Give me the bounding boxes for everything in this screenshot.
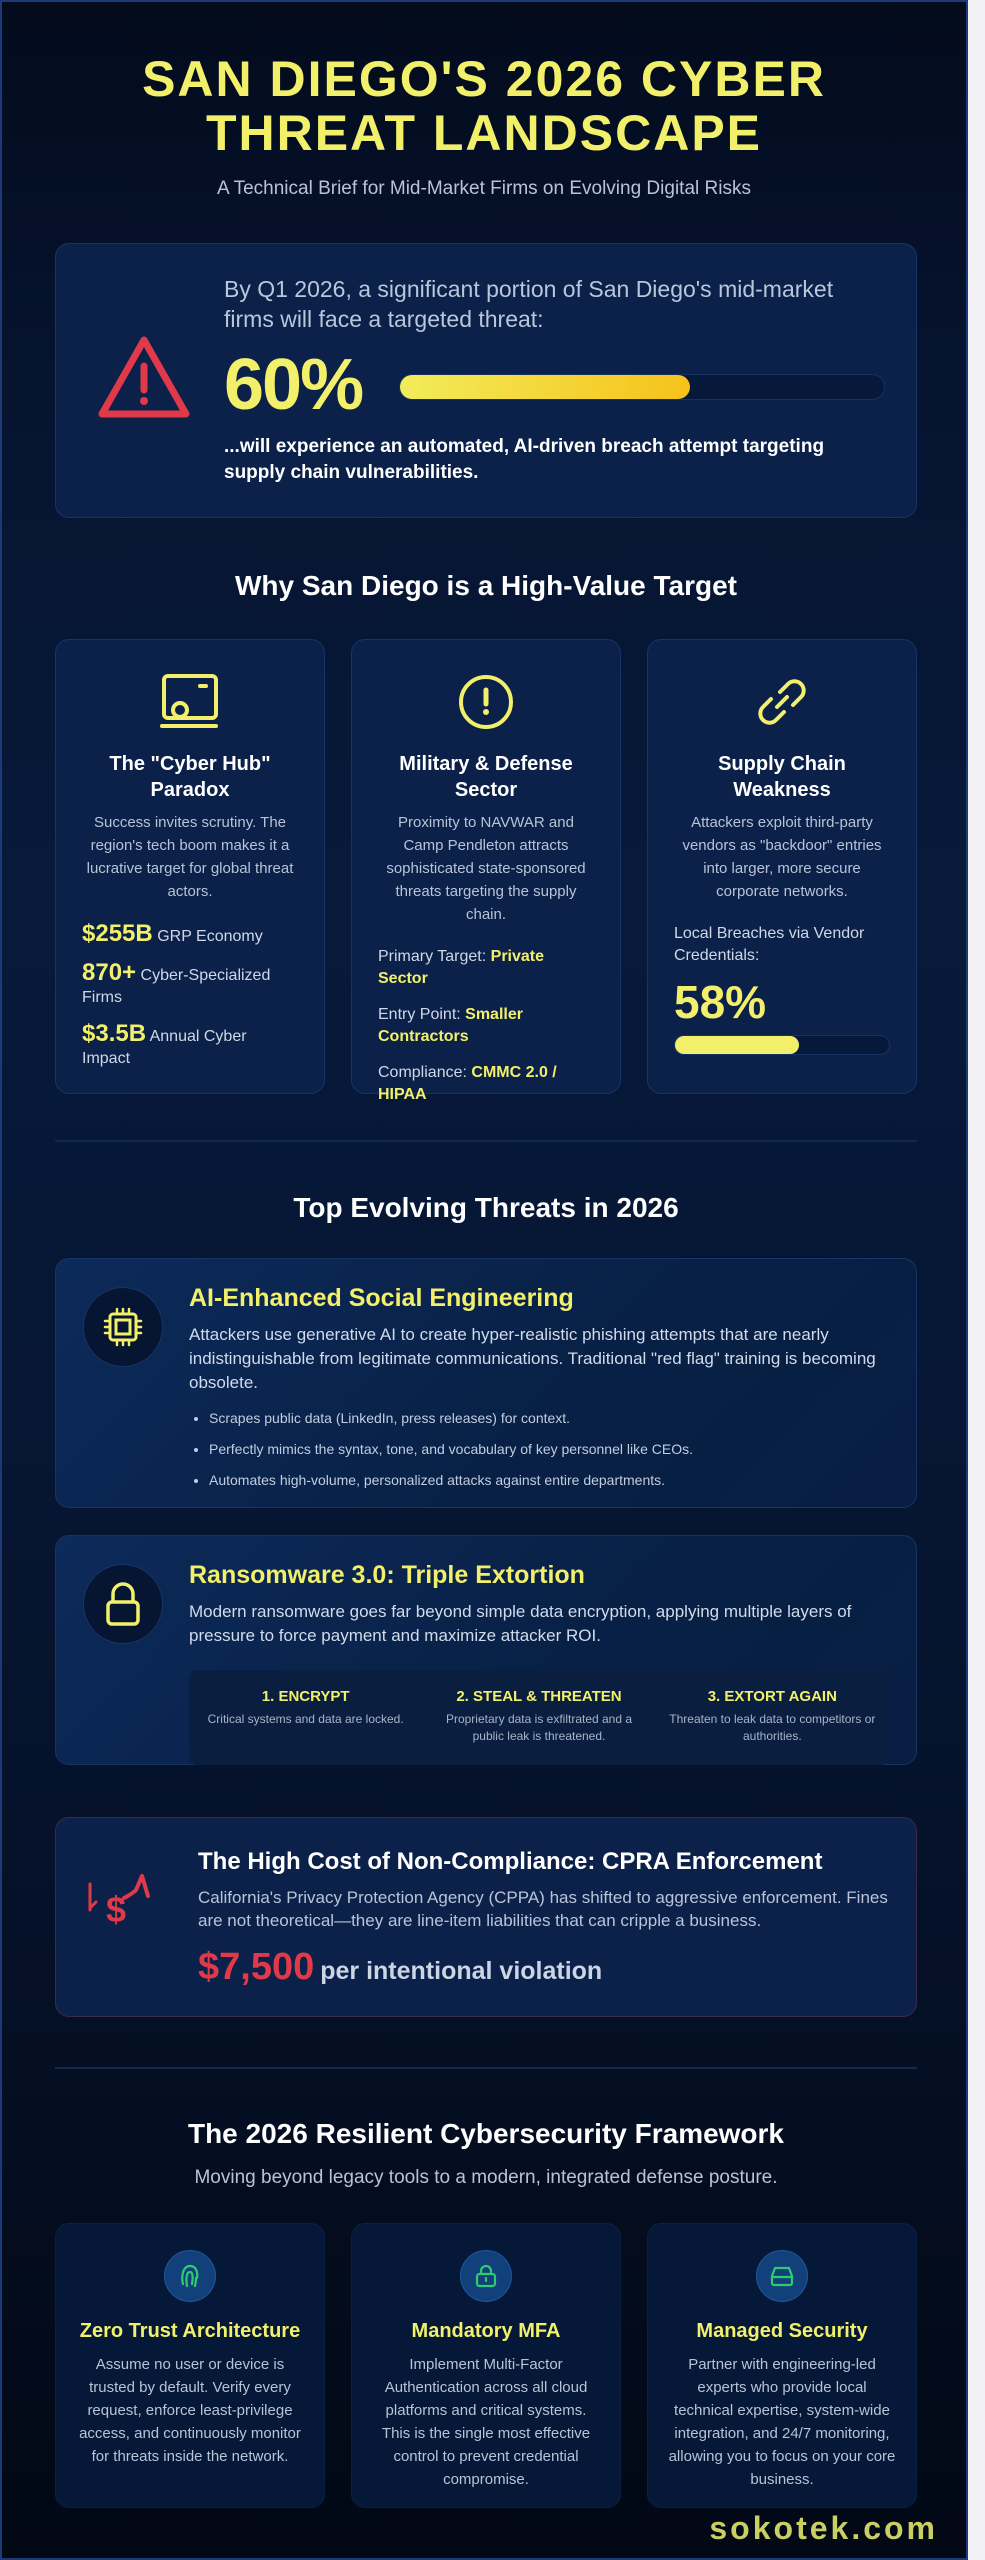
stat-list <box>82 920 298 1070</box>
hero-footer-text: ...will experience an automated, AI-driven breach attempt targeting supply chain vulnerabilities. <box>224 436 825 483</box>
fact-value: Smaller Contractors <box>378 1006 523 1045</box>
why-card-supply-chain <box>647 639 917 1094</box>
framework-card-managed-security <box>647 2223 917 2508</box>
chain-link-icon <box>750 670 814 734</box>
section-divider <box>55 2067 917 2069</box>
laptop-user-icon <box>158 670 222 734</box>
threat-icon-circle <box>83 1564 163 1644</box>
fact-entry-point <box>378 1004 594 1048</box>
stat-impact <box>82 1020 298 1070</box>
metric-label: Local Breaches via Vendor Credentials: <box>674 925 865 964</box>
stat-value: $3.5B <box>82 1020 147 1047</box>
stat-value: $255B <box>82 920 153 947</box>
fact-key: Primary Target: <box>378 948 487 965</box>
hero-progress-fill <box>400 375 690 399</box>
step-encrypt <box>189 1688 422 1745</box>
inbox-tray-icon <box>769 2264 795 2288</box>
fine-amount-row <box>198 1946 898 1989</box>
title-line-2: THREAT LANDSCAPE <box>205 105 763 161</box>
fw-icon-circle <box>164 2250 216 2302</box>
hero-progress-bar <box>399 374 885 400</box>
threat-desc: Modern ransomware goes far beyond simple data encryption, applying multiple layers of pressure to force payment and maximize attacker ROI. <box>189 1602 852 1645</box>
threat-body <box>189 1284 889 1502</box>
threat-icon-circle <box>83 1287 163 1367</box>
step-steal-threaten <box>422 1688 655 1745</box>
title-line-1: SAN DIEGO'S 2026 CYBER <box>142 51 826 107</box>
framework-card-desc: Assume no user or device is trusted by default. Verify every request, enforce least-privilege access, and continuously monitor for threats inside the network. <box>79 2356 301 2465</box>
framework-card-title: Zero Trust Architecture <box>79 2320 301 2342</box>
framework-cards <box>55 2223 917 2508</box>
fw-icon-circle <box>460 2250 512 2302</box>
why-card-desc: Proximity to NAVWAR and Camp Pendleton attracts sophisticated state-sponsored threats targeting the supply chain. <box>386 814 586 923</box>
fact-value: Private Sector <box>378 948 545 987</box>
cost-title: The High Cost of Non-Compliance: CPRA Enforcement <box>198 1848 823 1875</box>
metric-value: 58% <box>674 976 767 1028</box>
why-card-military <box>351 639 621 1103</box>
lock-icon <box>474 2263 498 2289</box>
why-card-title: Military & Defense Sector <box>399 753 573 801</box>
stat-grp <box>82 920 298 948</box>
why-card-desc: Attackers exploit third-party vendors as "backdoor" entries into larger, more secure corporate networks. <box>682 814 882 900</box>
framework-subtitle: Moving beyond legacy tools to a modern, integrated defense posture. <box>194 2167 778 2188</box>
header <box>2 2 966 200</box>
stat-firms <box>82 959 298 1009</box>
cost-desc: California's Privacy Protection Agency (CPPA) has shifted to aggressive enforcement. Fines are not theoretical—they are line-item liabilities that can cripple a business. <box>198 1888 888 1930</box>
framework-card-title: Mandatory MFA <box>411 2320 561 2342</box>
hero-lead-text: By Q1 2026, a significant portion of San Diego's mid-market firms will face a targeted threat: <box>224 276 834 332</box>
brand-watermark: sokotek.com <box>709 2510 938 2546</box>
framework-card-desc: Partner with engineering-led experts who provide local technical expertise, system-wide integration, and 24/7 monitoring, allowing you to focus on your core business. <box>668 2356 896 2488</box>
cost-body <box>198 1848 898 1989</box>
threat-title: AI-Enhanced Social Engineering <box>189 1284 574 1312</box>
framework-card-zero-trust <box>55 2223 325 2508</box>
step-title: 1. ENCRYPT <box>261 1688 350 1705</box>
list-item: • Scrapes public data (LinkedIn, press releases) for context. <box>209 1409 889 1427</box>
extortion-steps <box>189 1670 889 1765</box>
compliance-cost-card <box>55 1817 917 2017</box>
step-title: 3. EXTORT AGAIN <box>707 1688 837 1705</box>
threat-desc: Attackers use generative AI to create hyper-realistic phishing attempts that are nearly indistinguishable from legitimate communications. Traditional "red flag" training is becoming obsolete. <box>189 1325 876 1392</box>
why-card-cyber-hub <box>55 639 325 1094</box>
step-desc: Threaten to leak data to competitors or authorities. <box>669 1712 876 1743</box>
framework-card-title: Managed Security <box>696 2320 868 2342</box>
why-card-title: The "Cyber Hub" Paradox <box>109 753 271 801</box>
threat-bullet-list <box>189 1409 889 1489</box>
fw-icon-circle <box>756 2250 808 2302</box>
padlock-icon <box>101 1580 145 1628</box>
threat-body <box>189 1561 889 1765</box>
fact-primary-target <box>378 946 594 990</box>
warning-triangle-icon <box>96 334 192 420</box>
page-subtitle: A Technical Brief for Mid-Market Firms on Evolving Digital Risks <box>217 178 751 199</box>
stat-value: 870+ <box>82 959 137 986</box>
list-item: • Automates high-volume, personalized attacks against entire departments. <box>209 1471 889 1489</box>
list-item: • Perfectly mimics the syntax, tone, and vocabulary of key personnel like CEOs. <box>209 1440 889 1458</box>
why-card-desc: Success invites scrutiny. The region's tech boom makes it a lucrative target for global threat actors. <box>86 814 294 900</box>
why-card-title: Supply Chain Weakness <box>718 753 846 801</box>
metric-progress-bar <box>674 1035 890 1055</box>
threats-section-title: Top Evolving Threats in 2026 <box>293 1192 679 1223</box>
framework-card-mfa <box>351 2223 621 2508</box>
threat-title: Ransomware 3.0: Triple Extortion <box>189 1561 585 1589</box>
hero-percent: 60% <box>224 345 363 425</box>
step-extort-again <box>656 1688 889 1745</box>
why-section-title: Why San Diego is a High-Value Target <box>234 570 738 601</box>
svg-text:$: $ <box>106 1889 127 1930</box>
metric-progress-fill <box>675 1036 799 1054</box>
cpu-chip-icon <box>101 1305 145 1349</box>
fingerprint-icon <box>177 2262 203 2290</box>
stat-label: GRP Economy <box>157 928 263 945</box>
fact-key: Compliance: <box>378 1064 467 1081</box>
alert-circle-icon <box>454 670 518 734</box>
threat-card-ransomware <box>55 1535 917 1765</box>
step-desc: Proprietary data is exfiltrated and a public leak is threatened. <box>445 1712 633 1743</box>
fact-value: CMMC 2.0 / HIPAA <box>378 1064 557 1103</box>
fact-compliance <box>378 1062 594 1106</box>
framework-card-desc: Implement Multi-Factor Authentication across all cloud platforms and critical systems. This is the single most effective control to prevent credential compromise. <box>381 2356 591 2488</box>
why-cards <box>55 639 917 1103</box>
page-title <box>2 52 966 160</box>
step-desc: Critical systems and data are locked. <box>207 1712 404 1726</box>
threat-card-ai-social-engineering <box>55 1258 917 1508</box>
stat-label: Annual Cyber Impact <box>82 1028 247 1067</box>
hero-stat-card <box>55 243 917 518</box>
stat-label: Cyber-Specialized Firms <box>82 967 271 1006</box>
fine-amount: $7,500 <box>198 1946 315 1988</box>
section-divider <box>55 1140 917 1142</box>
framework-section-title: The 2026 Resilient Cybersecurity Framework <box>187 2118 785 2149</box>
fine-unit: per intentional violation <box>320 1957 603 1985</box>
step-title: 2. STEAL & THREATEN <box>456 1688 622 1705</box>
fact-key: Entry Point: <box>378 1006 461 1023</box>
dollar-trend-icon <box>84 1866 154 1936</box>
